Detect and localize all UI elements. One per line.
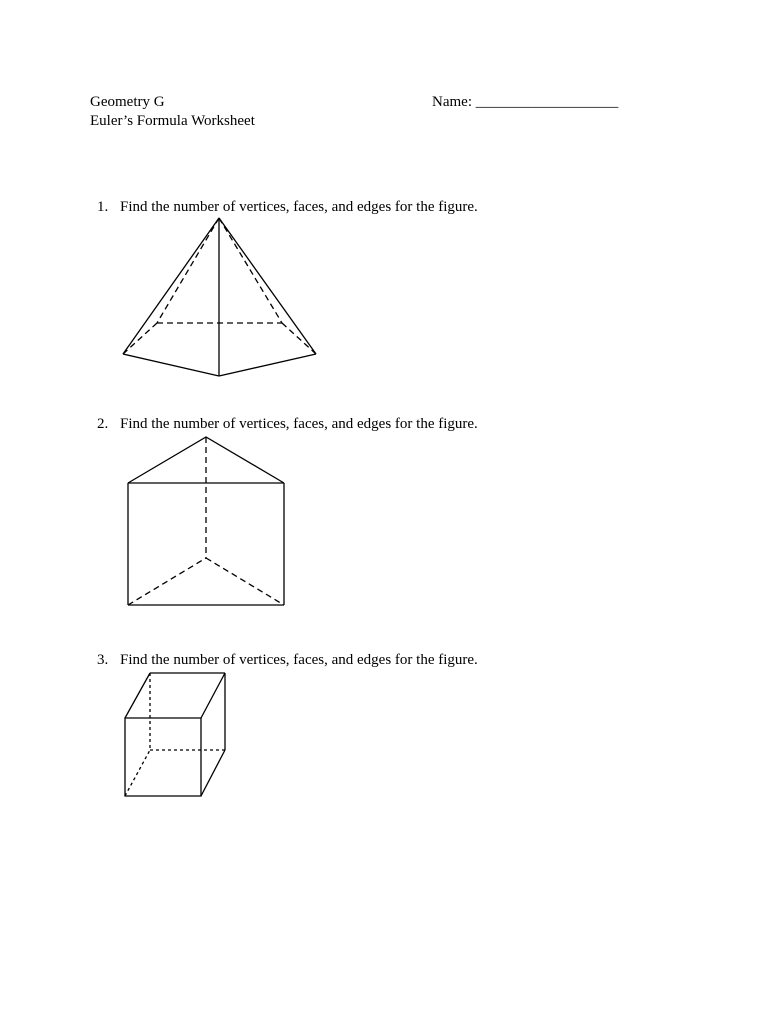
cube-edge	[201, 673, 225, 718]
pyramid-edge	[219, 354, 316, 376]
question-number: 3.	[97, 652, 109, 668]
cube-edge	[125, 673, 150, 718]
pyramid-edge	[123, 218, 219, 354]
cube-figure	[125, 673, 225, 796]
name-field: Name: ___________________	[432, 94, 619, 110]
cube-hidden-edge	[125, 750, 150, 796]
question-number: 1.	[97, 199, 109, 215]
question-number: 2.	[97, 416, 109, 432]
question-text: Find the number of vertices, faces, and edges for the figure.	[120, 199, 478, 215]
triangular-prism-figure	[128, 437, 284, 605]
pyramid-hidden-edge	[219, 218, 282, 323]
pyramid-hidden-edge	[157, 218, 219, 323]
question-text: Find the number of vertices, faces, and edges for the figure.	[120, 652, 478, 668]
pyramid-edge	[123, 354, 219, 376]
pyramid-hidden-edge	[282, 323, 316, 354]
course-title: Geometry G	[90, 94, 165, 110]
prism-hidden-edge	[128, 558, 206, 605]
square-pyramid-figure	[123, 218, 316, 376]
cube-edge	[201, 750, 225, 796]
question-text: Find the number of vertices, faces, and edges for the figure.	[120, 416, 478, 432]
worksheet-title: Euler’s Formula Worksheet	[90, 113, 255, 129]
pyramid-edge	[219, 218, 316, 354]
pyramid-hidden-edge	[123, 323, 157, 354]
prism-hidden-edge	[206, 558, 284, 605]
cube-front-face	[125, 718, 201, 796]
